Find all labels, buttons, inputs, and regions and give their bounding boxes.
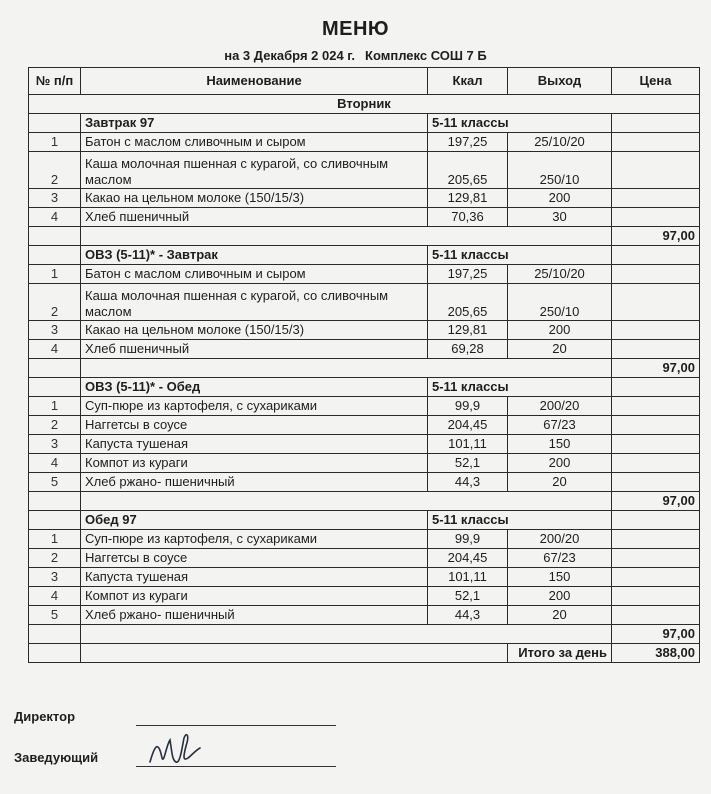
section-classes: 5-11 классы (428, 511, 612, 530)
item-num: 4 (29, 340, 81, 359)
table-row (29, 152, 700, 189)
page-title: МЕНЮ (321, 18, 390, 40)
item-name: Компот из кураги (81, 454, 428, 473)
item-name: Капуста тушеная (81, 435, 428, 454)
item-kcal: 205,65 (428, 152, 508, 189)
table-header-row (29, 68, 700, 95)
item-num: 5 (29, 606, 81, 625)
item-output: 20 (508, 473, 612, 492)
item-output: 67/23 (508, 416, 612, 435)
section-name: ОВЗ (5-11)* - Завтрак (81, 246, 428, 265)
director-label: Директор (14, 709, 76, 724)
item-kcal: 101,11 (428, 435, 508, 454)
item-num: 4 (29, 587, 81, 606)
table-row (29, 284, 700, 321)
section-total: 97,00 (612, 492, 700, 511)
column-header-price: Цена (612, 68, 700, 95)
item-name: Хлеб ржано- пшеничный (81, 473, 428, 492)
table-row (29, 549, 700, 568)
item-kcal: 101,11 (428, 568, 508, 587)
table-row (29, 454, 700, 473)
item-output: 200 (508, 587, 612, 606)
day-total-label: Итого за день (508, 644, 612, 663)
table-row (29, 587, 700, 606)
item-output: 150 (508, 568, 612, 587)
column-header-num: № п/п (29, 68, 81, 95)
day-row (29, 95, 700, 114)
day-total-value: 388,00 (612, 644, 700, 663)
item-output: 200 (508, 321, 612, 340)
item-name: Хлеб пшеничный (81, 208, 428, 227)
item-kcal: 70,36 (428, 208, 508, 227)
item-kcal: 204,45 (428, 549, 508, 568)
item-num: 3 (29, 568, 81, 587)
table-row (29, 568, 700, 587)
table-row (29, 340, 700, 359)
item-kcal: 205,65 (428, 284, 508, 321)
item-num: 3 (29, 435, 81, 454)
item-output: 200/20 (508, 530, 612, 549)
item-name: Капуста тушеная (81, 568, 428, 587)
item-output: 250/10 (508, 284, 612, 321)
item-num: 1 (29, 133, 81, 152)
complex-name: Комплекс СОШ 7 Б (365, 48, 487, 63)
item-name: Компот из кураги (81, 587, 428, 606)
item-output: 150 (508, 435, 612, 454)
item-name: Хлеб ржано- пшеничный (81, 606, 428, 625)
table-row (29, 265, 700, 284)
item-name: Батон с маслом сливочным и сыром (81, 133, 428, 152)
item-output: 20 (508, 340, 612, 359)
section-name: ОВЗ (5-11)* - Обед (81, 378, 428, 397)
table-row (29, 435, 700, 454)
table-row (29, 133, 700, 152)
item-kcal: 129,81 (428, 189, 508, 208)
column-header-output: Выход (508, 68, 612, 95)
menu-table (28, 67, 700, 663)
item-num: 1 (29, 530, 81, 549)
table-row (29, 189, 700, 208)
table-row (29, 397, 700, 416)
column-header-name: Наименование (81, 68, 428, 95)
section-name: Обед 97 (81, 511, 428, 530)
section-name: Завтрак 97 (81, 114, 428, 133)
item-num: 3 (29, 321, 81, 340)
item-name: Какао на цельном молоке (150/15/3) (81, 321, 428, 340)
item-output: 30 (508, 208, 612, 227)
item-num: 2 (29, 152, 81, 189)
item-name: Суп-пюре из картофеля, с сухариками (81, 397, 428, 416)
manager-label: Заведующий (14, 750, 99, 765)
table-row (29, 530, 700, 549)
item-name: Суп-пюре из картофеля, с сухариками (81, 530, 428, 549)
day-total-row (29, 644, 700, 663)
item-num: 1 (29, 397, 81, 416)
item-name: Какао на цельном молоке (150/15/3) (81, 189, 428, 208)
item-kcal: 52,1 (428, 587, 508, 606)
section-total: 97,00 (612, 625, 700, 644)
menu-date: на 3 Декабря 2 024 г. (224, 48, 356, 63)
item-num: 4 (29, 454, 81, 473)
item-kcal: 99,9 (428, 530, 508, 549)
item-num: 2 (29, 416, 81, 435)
item-num: 3 (29, 189, 81, 208)
item-name: Наггетсы в соусе (81, 416, 428, 435)
item-output: 200/20 (508, 397, 612, 416)
item-kcal: 129,81 (428, 321, 508, 340)
item-name: Каша молочная пшенная с курагой, со сливочным маслом (81, 284, 428, 321)
item-kcal: 197,25 (428, 265, 508, 284)
handwritten-signature (146, 728, 206, 770)
item-kcal: 204,45 (428, 416, 508, 435)
item-num: 1 (29, 265, 81, 284)
table-row (29, 473, 700, 492)
item-output: 67/23 (508, 549, 612, 568)
item-kcal: 44,3 (428, 606, 508, 625)
section-header-row (29, 511, 700, 530)
section-classes: 5-11 классы (428, 114, 612, 133)
section-total-row (29, 359, 700, 378)
item-kcal: 69,28 (428, 340, 508, 359)
item-output: 20 (508, 606, 612, 625)
item-kcal: 52,1 (428, 454, 508, 473)
section-classes: 5-11 классы (428, 378, 612, 397)
item-name: Хлеб пшеничный (81, 340, 428, 359)
item-num: 2 (29, 549, 81, 568)
item-num: 4 (29, 208, 81, 227)
section-total: 97,00 (612, 359, 700, 378)
item-name: Каша молочная пшенная с курагой, со сливочным маслом (81, 152, 428, 189)
item-name: Наггетсы в соусе (81, 549, 428, 568)
item-kcal: 44,3 (428, 473, 508, 492)
table-row (29, 416, 700, 435)
page-subtitle (0, 48, 711, 63)
section-header-row (29, 246, 700, 265)
item-num: 5 (29, 473, 81, 492)
column-header-kcal: Ккал (428, 68, 508, 95)
item-output: 200 (508, 454, 612, 473)
section-total-row (29, 625, 700, 644)
section-total-row (29, 492, 700, 511)
section-total-row (29, 227, 700, 246)
table-row (29, 321, 700, 340)
item-output: 200 (508, 189, 612, 208)
director-signature-line (136, 725, 336, 726)
section-header-row (29, 378, 700, 397)
item-output: 25/10/20 (508, 133, 612, 152)
item-output: 250/10 (508, 152, 612, 189)
item-num: 2 (29, 284, 81, 321)
item-output: 25/10/20 (508, 265, 612, 284)
table-row (29, 606, 700, 625)
section-classes: 5-11 классы (428, 246, 612, 265)
item-kcal: 99,9 (428, 397, 508, 416)
item-kcal: 197,25 (428, 133, 508, 152)
table-row (29, 208, 700, 227)
section-header-row (29, 114, 700, 133)
day-name: Вторник (29, 95, 700, 114)
item-name: Батон с маслом сливочным и сыром (81, 265, 428, 284)
section-total: 97,00 (612, 227, 700, 246)
